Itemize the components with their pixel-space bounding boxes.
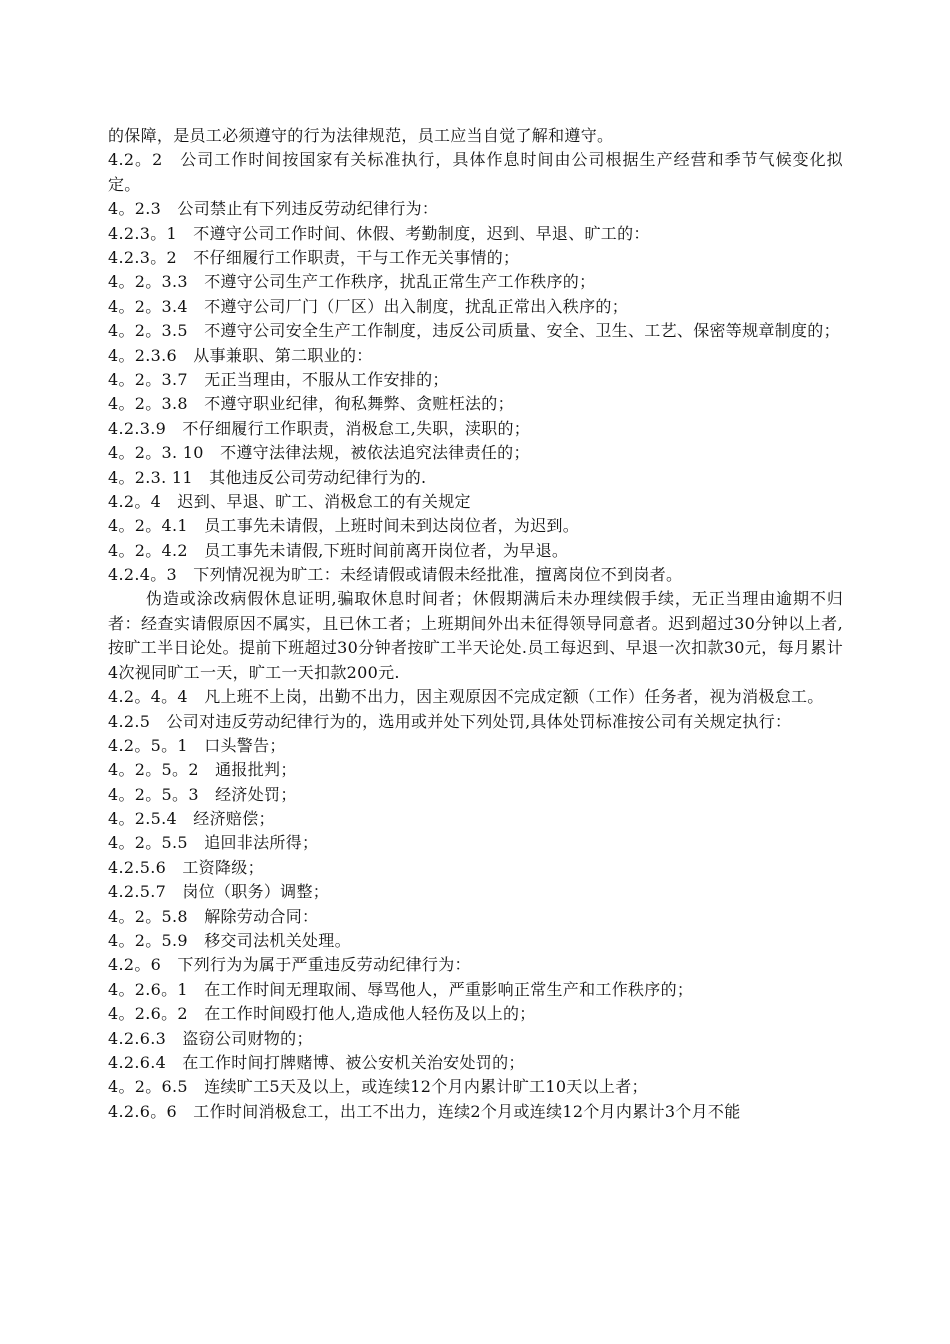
document-paragraph: 4。2。3.3 不遵守公司生产工作秩序，扰乱正常生产工作秩序的； — [108, 272, 596, 292]
document-paragraph: 4.2.5 公司对违反劳动纪律行为的，选用或并处下列处罚,具体处罚标准按公司有关规定执行： — [108, 711, 792, 731]
document-paragraph: 4。2。4.1 员工事先未请假，上班时间未到达岗位者，为迟到。 — [108, 516, 580, 536]
document-paragraph: 4。2。3.4 不遵守公司厂门（厂区）出入制度，扰乱正常出入秩序的； — [108, 296, 629, 316]
document-paragraph: 4。2.3.6 从事兼职、第二职业的： — [108, 345, 373, 365]
document-paragraph: 4。2。3.5 不遵守公司安全生产工作制度，违反公司质量、安全、卫生、工艺、保密等规章制度的； — [108, 321, 840, 341]
document-paragraph: 4。2.3. 11 其他违反公司劳动纪律行为的. — [108, 467, 427, 487]
document-paragraph: 4。2。4.2 员工事先未请假,下班时间前离开岗位者，为早退。 — [108, 540, 569, 560]
document-paragraph: 4.2.6.4 在工作时间打牌赌博、被公安机关治安处罚的； — [108, 1052, 525, 1072]
document-paragraph: 4.2。4 迟到、早退、旷工、消极怠工的有关规定 — [108, 491, 471, 511]
document-paragraph: 4.2.5.6 工资降级； — [108, 857, 264, 877]
document-paragraph: 4。2.3 公司禁止有下列违反劳动纪律行为： — [108, 199, 439, 219]
document-paragraph: 4。2.6。2 在工作时间殴打他人,造成他人轻伤及以上的； — [108, 1004, 536, 1024]
document-paragraph: 4。2。3. 10 不遵守法律法规，被依法追究法律责任的； — [108, 443, 530, 463]
document-paragraph: 4.2.4。3 下列情况视为旷工：未经请假或请假未经批准，擅离岗位不到岗者。 — [108, 565, 683, 585]
document-paragraph: 4。2。6.5 连续旷工5天及以上，或连续12个月内累计旷工10天以上者； — [108, 1077, 648, 1097]
document-paragraph: 4.2.3.9 不仔细履行工作职责，消极怠工,失职，渎职的； — [108, 418, 531, 438]
document-paragraph: 4.2.6.3 盗窃公司财物的； — [108, 1028, 313, 1048]
document-paragraph: 4.2。4。4 凡上班不上岗，出勤不出力，因主观原因不完成定额（工作）任务者，视为消极怠工。 — [108, 687, 824, 707]
document-paragraph: 4.2。5。1 口头警告； — [108, 735, 286, 755]
document-body — [108, 124, 843, 1124]
document-paragraph: 4.2。6 下列行为为属于严重违反劳动纪律行为： — [108, 955, 471, 975]
document-paragraph: 4。2。5。2 通报批判； — [108, 760, 297, 780]
document-paragraph: 4。2。3.7 无正当理由，不服从工作安排的； — [108, 369, 449, 389]
document-paragraph: 4。2。5.8 解除劳动合同： — [108, 906, 319, 926]
document-paragraph: 4.2.3。2 不仔细履行工作职责，干与工作无关事情的； — [108, 247, 520, 267]
document-paragraph: 伪造或涂改病假休息证明,骗取休息时间者；休假期满后未办理续假手续，无正当理由逾期不归者：经查实请假原因不属实，且已休工者；上班期间外出未征得领导同意者。迟到超过30分钟以上者,按旷工半日论处。提前下班超过30分钟者按旷工半天论处.员工每迟到、早退一次扣款30元，每月累计4次视同旷工一天，旷工一天扣款200元. — [108, 589, 843, 682]
document-paragraph: 4.2.3。1 不遵守公司工作时间、休假、考勤制度，迟到、早退、旷工的： — [108, 223, 650, 243]
document-paragraph: 4。2。5.5 追回非法所得； — [108, 833, 319, 853]
document-paragraph: 4。2.6。1 在工作时间无理取闹、辱骂他人，严重影响正常生产和工作秩序的； — [108, 979, 694, 999]
document-paragraph: 4.2。2 公司工作时间按国家有关标准执行，具体作息时间由公司根据生产经营和季节气候变化拟定。 — [108, 150, 843, 194]
document-paragraph: 4。2.5.4 经济赔偿； — [108, 809, 275, 829]
document-paragraph: 4。2。5.9 移交司法机关处理。 — [108, 931, 351, 951]
document-paragraph: 4.2.5.7 岗位（职务）调整； — [108, 882, 330, 902]
document-paragraph: 4。2。3.8 不遵守职业纪律，徇私舞弊、贪赃枉法的； — [108, 394, 514, 414]
document-paragraph: 4。2。5。3 经济处罚； — [108, 784, 297, 804]
document-paragraph: 的保障，是员工必须遵守的行为法律规范，员工应当自觉了解和遵守。 — [108, 126, 614, 145]
document-paragraph: 4.2.6。6 工作时间消极怠工，出工不出力，连续2个月或连续12个月内累计3个月不能 — [108, 1101, 741, 1121]
